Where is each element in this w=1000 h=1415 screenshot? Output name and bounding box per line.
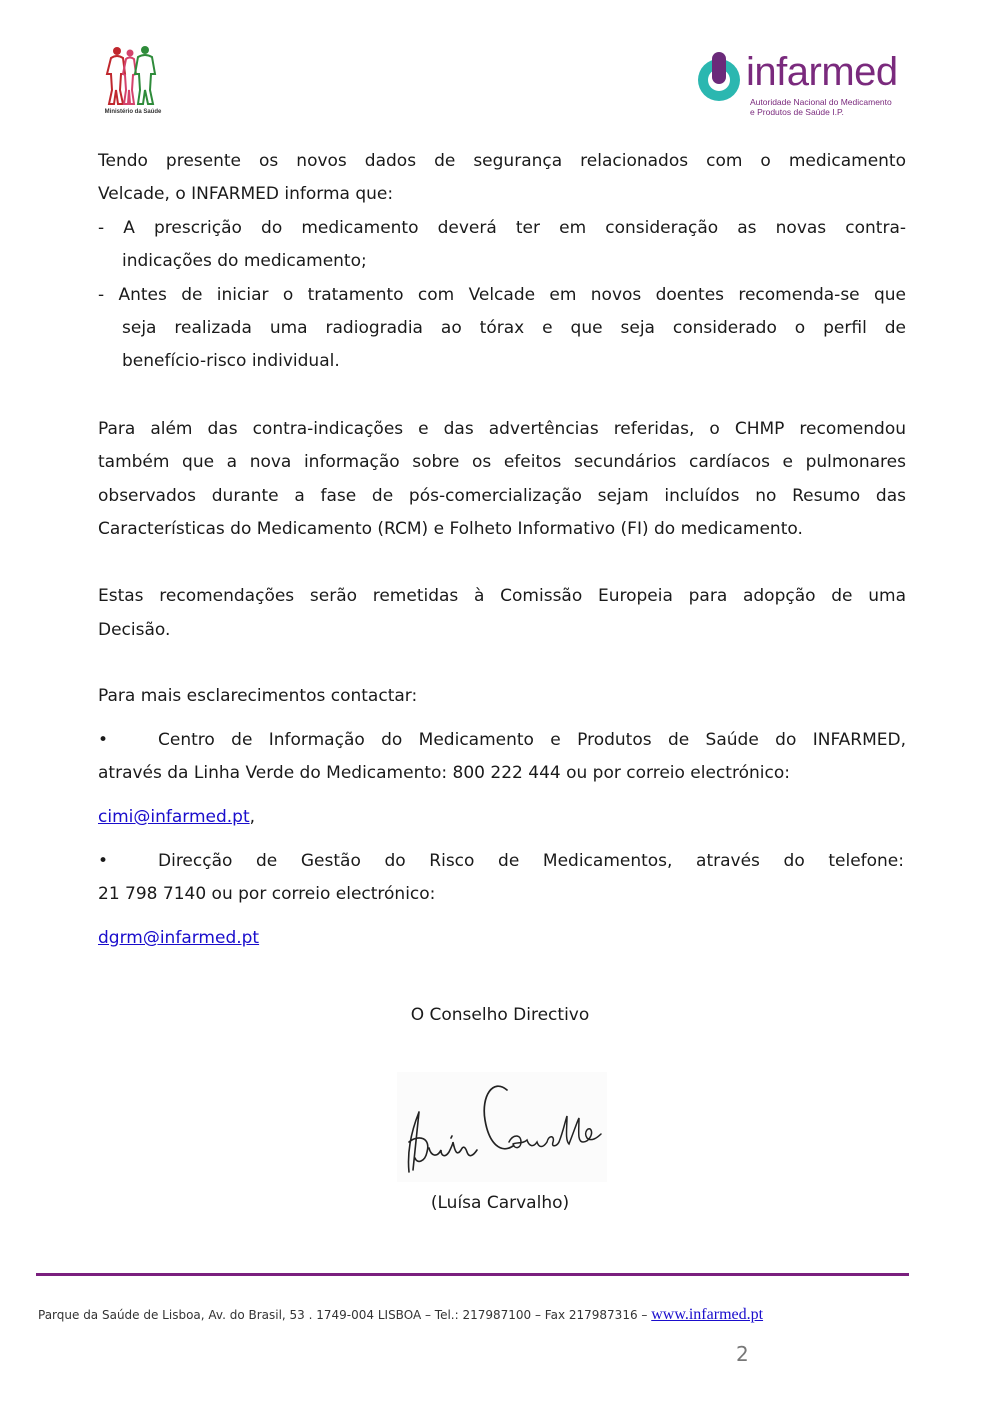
- contact-2-email-line: [98, 922, 906, 955]
- bullet-2-line-2: seja realizada uma radiogradia ao tórax e que seja considerado o perfil de: [122, 318, 906, 338]
- infarmed-logo: [696, 50, 896, 120]
- infarmed-wordmark: infarmed: [746, 50, 898, 94]
- bullet-1-line-1: - A prescrição do medicamento deverá ter em consideração as novas contra-: [98, 218, 906, 238]
- paragraph-3-line-2: Decisão.: [98, 620, 171, 640]
- signature-icon: [397, 1072, 607, 1182]
- cimi-email-link[interactable]: cimi@infarmed.pt: [98, 807, 250, 827]
- contact-2-line-1: Direcção de Gestão do Risco de Medicamentos, através do telefone:: [158, 851, 904, 871]
- dgrm-email-link[interactable]: dgrm@infarmed.pt: [98, 928, 260, 948]
- contact-intro: Para mais esclarecimentos contactar:: [98, 686, 418, 706]
- paragraph-2-line-3: observados durante a fase de pós-comercialização sejam incluídos no Resumo das: [98, 486, 906, 506]
- paragraph-2-line-1: Para além das contra-indicações e das advertências referidas, o CHMP recomendou: [98, 419, 906, 439]
- handwritten-signature: [397, 1072, 607, 1182]
- infarmed-subtitle-2: e Produtos de Saúde I.P.: [750, 107, 844, 117]
- footer-website-link[interactable]: www.infarmed.pt: [651, 1306, 764, 1323]
- contact-1-line-1: Centro de Informação do Medicamento e Produtos de Saúde do INFARMED,: [158, 730, 906, 750]
- page-number: 2: [736, 1342, 749, 1366]
- bullet-icon: •: [98, 851, 109, 871]
- contact-1-email-line: [98, 801, 906, 834]
- bullet-icon: •: [98, 730, 109, 750]
- contact-1-line-2: através da Linha Verde do Medicamento: 800 222 444 ou por correio electrónico:: [98, 763, 790, 783]
- ministry-caption: Ministério da Saúde: [104, 109, 162, 115]
- bullet-2-line-3: benefício-risco individual.: [122, 351, 340, 371]
- footer-rule: [36, 1273, 909, 1276]
- footer-address: Parque da Saúde de Lisboa, Av. do Brasil, 53 . 1749-004 LISBOA – Tel.: 217987100 – Fax 217987316 –: [38, 1308, 648, 1322]
- footer-address-line: [38, 1306, 958, 1324]
- bullet-2-line-1: - Antes de iniciar o tratamento com Velcade em novos doentes recomenda-se que: [98, 285, 906, 305]
- paragraph-1-line-2: Velcade, o INFARMED informa que:: [98, 184, 394, 204]
- infarmed-subtitle-1: Autoridade Nacional do Medicamento: [750, 97, 892, 107]
- contact-2-line-2: 21 798 7140 ou por correio electrónico:: [98, 884, 436, 904]
- paragraph-3-line-1: Estas recomendações serão remetidas à Comissão Europeia para adopção de uma: [98, 586, 906, 606]
- signatory-role: O Conselho Directivo: [410, 1005, 590, 1025]
- paragraph-1-line-1: Tendo presente os novos dados de segurança relacionados com o medicamento: [98, 151, 906, 171]
- email-suffix: ,: [249, 807, 256, 827]
- infarmed-symbol-icon: [696, 52, 746, 102]
- paragraph-2-line-2: também que a nova informação sobre os efeitos secundários cardíacos e pulmonares: [98, 452, 906, 472]
- ministry-figures-icon: [103, 44, 163, 106]
- ministerio-saude-logo: [98, 44, 168, 120]
- paragraph-2-line-4: Características do Medicamento (RCM) e Folheto Informativo (FI) do medicamento.: [98, 519, 803, 539]
- signatory-name: (Luísa Carvalho): [430, 1193, 570, 1213]
- bullet-1-line-2: indicações do medicamento;: [122, 251, 367, 271]
